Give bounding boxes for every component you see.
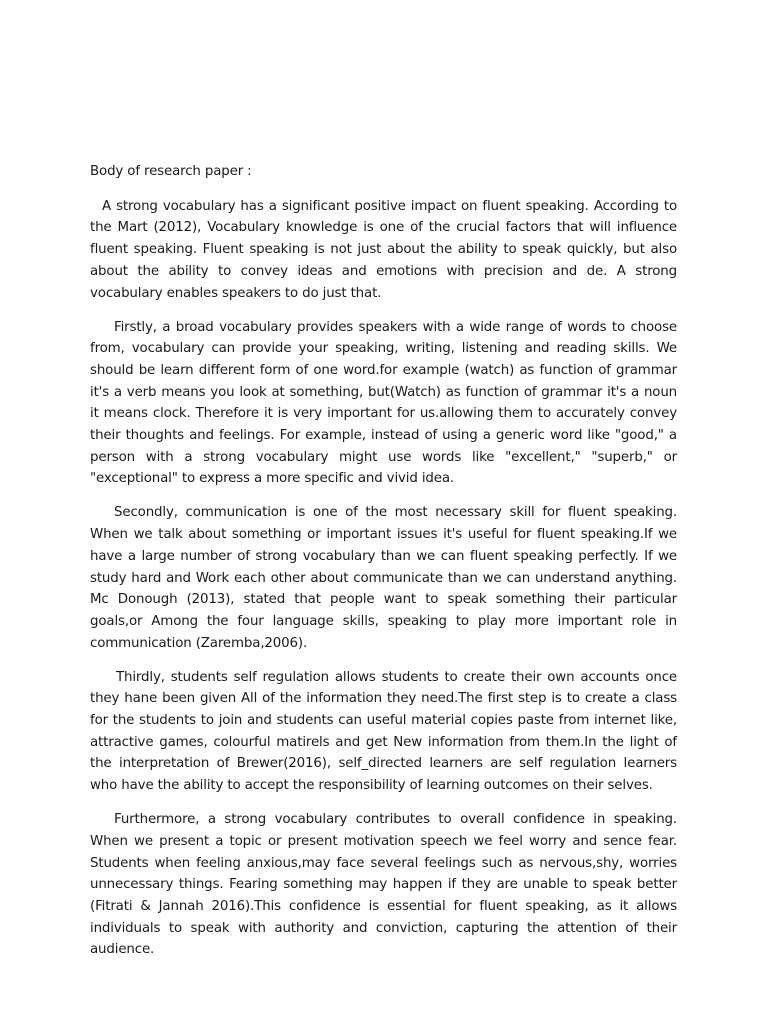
document-heading: Body of research paper : <box>90 164 252 179</box>
document-body <box>90 161 677 973</box>
paragraph-secondly: Secondly, communication is one of the most necessary skill for fluent speaking. When we talk about something or important issues it's useful for fluent speaking.If we have a large number of strong vocabulary than we can fluent speaking perfectly. If we study hard and Work each other about communicate than we can understand anything. Mc Donough (2013), stated that people want to speak something their particular goals,or Among the four language skills, speaking to play more important role in communication (Zaremba,2006). <box>90 505 677 651</box>
paragraph-thirdly: Thirdly, students self regulation allows students to create their own accounts once they hane been given All of the information they need.The first step is to create a class for the students to join and students can useful material copies paste from internet like, attractive games, colourful matirels and get New information from them.In the light of the interpretation of Brewer(2016), self_directed learners are self regulation learners who have the ability to accept the responsibility of learning outcomes on their selves. <box>90 669 677 794</box>
paragraph-furthermore: Furthermore, a strong vocabulary contributes to overall confidence in speaking. When we present a topic or present motivation speech we feel worry and sence fear. Students when feeling anxious,may face several feelings such as nervous,shy, worries unnecessary things. Fearing something may happen if they are unable to speak better (Fitrati & Jannah 2016).This confidence is essential for fluent speaking, as it allows individuals to speak with authority and conviction, capturing the attention of their audience. <box>90 812 677 958</box>
paragraph-intro: A strong vocabulary has a significant positive impact on fluent speaking. According to the Mart (2012), Vocabulary knowledge is one of the crucial factors that will influence fluent speaking. Fluent speaking is not just about the ability to speak quickly, but also about the ability to convey ideas and emotions with precision and de. A strong vocabulary enables speakers to do just that. <box>90 198 677 301</box>
paragraph-firstly: Firstly, a broad vocabulary provides speakers with a wide range of words to choose from, vocabulary can provide your speaking, writing, listening and reading skills. We should be learn different form of one word.for example (watch) as function of grammar it's a verb means you look at something, but(Watch) as function of grammar it's a noun it means clock. Therefore it is very important for us.allowing them to accurately convey their thoughts and feelings. For example, instead of using a generic word like "good," a person with a strong vocabulary might use words like "excellent," "superb," or "exceptional" to express a more specific and vivid idea. <box>90 319 677 487</box>
